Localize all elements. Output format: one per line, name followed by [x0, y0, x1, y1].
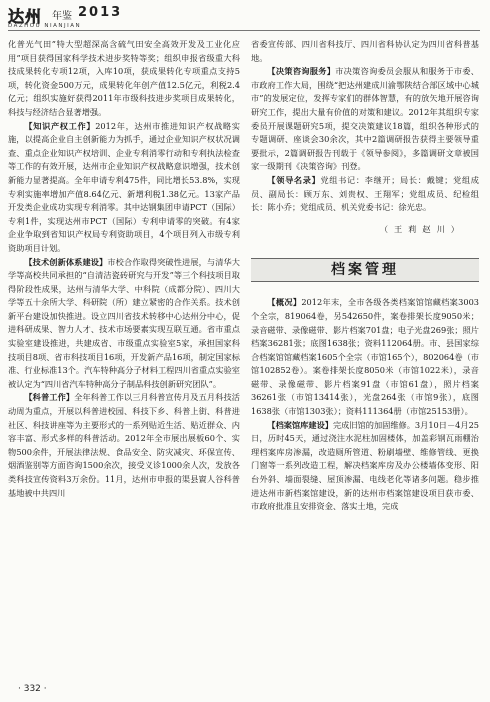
- paragraph-ip: [8, 120, 240, 256]
- heading-popsci: 【科普工作】: [24, 392, 75, 403]
- heading-decision: 【决策咨询服务】: [267, 66, 336, 77]
- header-rule: [8, 30, 480, 31]
- section-banner: [251, 258, 479, 282]
- paragraph-decision-text: 市决策咨询委员会服从和服务于市委、市政府工作大局，围绕“把达州建成川渝鄂陕结合部区域中心城市”的发展定位，发挥专家们的群体智慧，有的放矢地开展咨询研究工作，提出大量有价值的对策和建议。2012年其组织专家委员开展课题研究5项，提交决策建议18篇，组织各种形式的专题调研、座谈会30余次，其中2篇调研报告获得主要领导重要批示，2篇调研报告刊载于《领导参阅》，多篇调研文章被国家一级期刊《决策咨询》刊登。: [251, 66, 479, 172]
- heading-tech: 【技术创新体系建设】: [24, 256, 108, 267]
- brand-subtitle: DAZHOU NIANJIAN: [8, 23, 82, 29]
- author-credit: （王莉赵川）: [379, 223, 465, 234]
- page-number: · 332 ·: [18, 684, 47, 694]
- heading-ip: 【知识产权工作】: [24, 120, 96, 131]
- paragraph-ip-text: 2012年，达州市推进知识产权战略实施，以提高企业自主创新能力为抓手，通过企业知识产权状况调查、重点企业知识产权培训、企业专利消零行动和专利执法检查等工作的有效开展，达州市企业知识产权战略意识增强，技术创新能力显著提高。全年申请专利475件，同比增长53.8%，实现专利实施率增加产值8.64亿元、新增利税1.38亿元。13家产品开发类企业成功实现专利消零。其中达钢集团申请PCT（国际）专利1件，实现达州市PCT（国际）专利申请零的突破。有4家企业争取到省知识产权局专利资助项目，4个项目列入市级专利资助项目计划。: [8, 120, 240, 253]
- paragraph-building: [251, 419, 479, 514]
- brand-name: 达州: [8, 7, 43, 26]
- paragraph-overview: [251, 296, 479, 418]
- paragraph-building-text: 完成旧馆的加固维修。3月10日－4月25日，历时45天，通过浇注水泥柱加固楼体，加盖彩钢瓦雨棚治理档案库房渗漏，改造厕所管道、粉刷墙壁、维修管线、更换门窗等一系列改造工程，解决档案库房及办公楼墙体变形、阳台外斜、墙面裂缝、屋顶渗漏、电线老化等诸多问题。稳步推进达州市新档案馆建设，新的达州市档案馆建设项目获市委、市政府批准且安排资金、落实土地，完成: [251, 419, 479, 512]
- page-header: [0, 0, 490, 36]
- paragraph-tech-text: 市校合作取得突破性进展，与清华大学等高校共同承担的“自清洁瓷砖研究与开发”等三个科技项目取得阶段性成果，达州与清华大学、中科院（成都分院）、四川大学等五十余所大学、科研院（所）建立紧密的合作关系。技术创新平台建设加快推进。设立四川省技术转移中心达州分中心，促进科研成果、智力人才、技术市场要素实现互联互通。省市重点实验室建设推进，共建成省、市级重点实验室5家，承担国家科技项目8项、省市科技项目16项，开发新产品16项，制定国家标准、行业标准13个。汽车特种高分子材料工程四川省重点实验室被认定为“四川省汽车特种高分子制品科技创新研究团队”。: [8, 256, 240, 389]
- paragraph-leaders: [251, 174, 479, 215]
- paragraph-leaders-text: 党组书记：李继开；局长：戴键；党组成员、副局长：顾万东、刘贵权、王翔军；党组成员、纪检组长：陈小乔；党组成员、机关党委书记：徐光忠。: [251, 174, 479, 213]
- left-column: [8, 38, 240, 680]
- brand-year: 2013: [78, 5, 123, 20]
- paragraph-popsci: [8, 391, 240, 500]
- heading-building: 【档案馆库建设】: [267, 419, 333, 430]
- paragraph-decision: [251, 65, 479, 174]
- paragraph-overview-text: 2012年末，全市各级各类档案馆馆藏档案3003个全宗，819064卷，另542650件，案卷排架长度9050米；录音磁带、录像磁带、影片档案701盘；电子光盘269张；照片档案36281张；底图1638张；资料112064册。市、县国家综合档案馆馆藏档案1605个全宗（市馆165个），802064卷（市馆102852卷）。案卷排架长度8050米（市馆1022米），录音磁带、录像磁带、影片档案91盘（市馆61盘），照片档案36261张（市馆13414张），光盘264张（市馆9张），底图1638张（市馆1303张）；资料111364册（市馆25153册）。: [251, 297, 479, 417]
- right-column: [251, 38, 479, 680]
- section-title: 档案管理: [331, 262, 399, 279]
- paragraph-tech: [8, 256, 240, 392]
- paragraph-continued: 化普光气田”特大型超深高含硫气田安全高效开发及工业化应用”项目获得国家科学技术进步奖特等奖；组织申报省级重大科技成果转化专项12项，入库10项，获成果转化专项重点支持5项，转化资金500万元，成果转化年创产值12.5亿元，利税2.4亿元；组织实施好获得2011年市级科技进步奖项目成果转化，科技与经济结合显著增强。: [8, 39, 240, 117]
- heading-overview: 【概况】: [267, 297, 302, 308]
- paragraph-popsci-text: 全年科普工作以三月科普宣传月及五月科技活动周为重点，开展以科普进校园、科技下乡、科普上街、科普进社区、科技讲座等为主要形式的一系列贴近生活、贴近群众、内容丰富、形式多样的科普活动。2012年全市展出展板60个、实物500余件，开展法律法规、食品安全、防灾减灾、环保宣传、烟酒鉴别等方面咨询1500余次，接受义诊1000余人次，发放各类科技宣传资料3万余份。11月，达州市申报的渠县賨人谷科普基地被中共四川: [8, 392, 240, 498]
- brand-jian: 年鉴: [52, 11, 72, 22]
- yearbook-brand: [8, 4, 148, 32]
- paragraph-continued-right: 省委宣传部、四川省科技厅、四川省科协认定为四川省科普基地。: [251, 39, 479, 63]
- heading-leaders: 【领导名录】: [267, 174, 321, 185]
